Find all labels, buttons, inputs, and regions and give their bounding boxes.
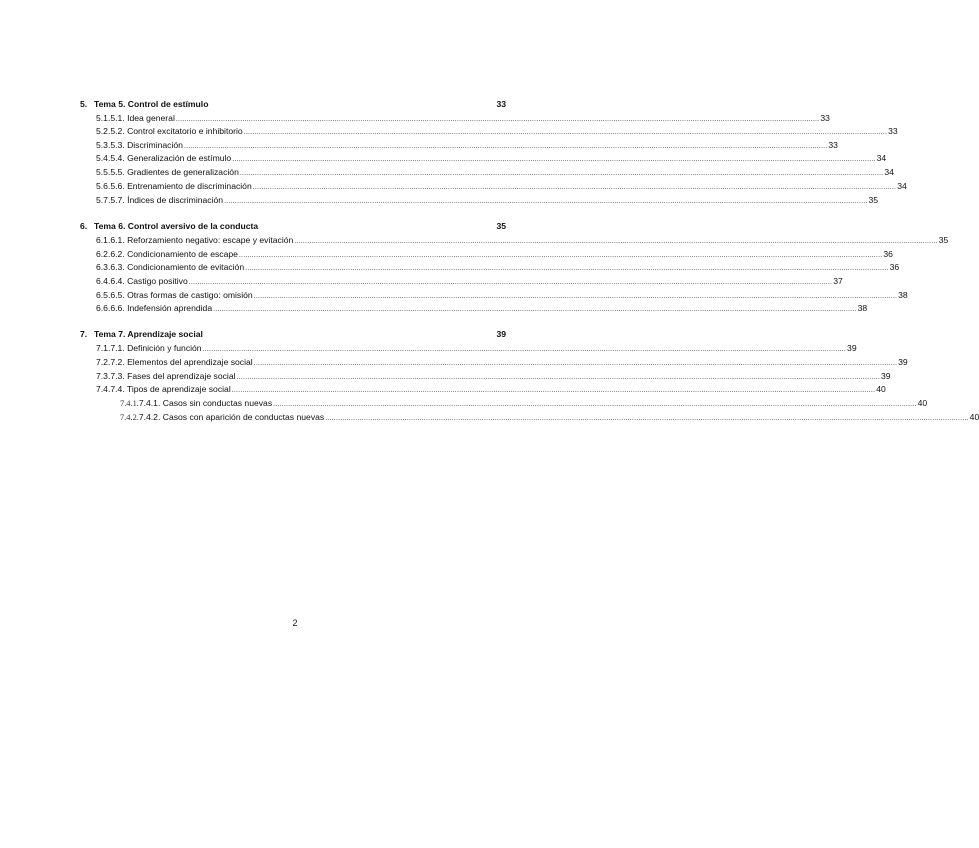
toc-entry-page: 38	[857, 303, 868, 313]
toc-chapter	[80, 99, 506, 110]
toc-chapter-title: Tema 6. Control aversivo de la conducta	[94, 221, 259, 231]
toc-entry-page: 40	[876, 384, 886, 394]
toc-chapter-number: 5.	[80, 99, 88, 109]
toc-entry	[96, 113, 830, 125]
toc-chapter	[80, 329, 506, 340]
toc-leader-dots: ............................................................................................................................................................................................................................................................................................................	[183, 143, 828, 150]
toc-entry-number: 5.4.	[96, 153, 111, 163]
toc-entry-number: 5.5.	[96, 167, 111, 177]
toc-chapter-title: Tema 5. Control de estímulo	[94, 99, 209, 109]
toc-entry-title: 5.7. Índices de discriminación	[110, 195, 224, 205]
toc-subentry-title: 7.4.1. Casos sin conductas nuevas	[138, 398, 273, 408]
toc-entry-title: 5.5. Gradientes de generalización	[110, 167, 239, 177]
toc-entry	[96, 343, 857, 355]
toc-entry-title: 5.2. Control excitatorio e inhibitorio	[110, 126, 243, 136]
toc-entry	[96, 384, 886, 396]
toc-leader-dots: ............................................................................................................................................................................................................................................................................................................	[253, 360, 898, 367]
toc-entry	[96, 303, 868, 315]
toc-entry	[96, 126, 898, 138]
toc-entry-page: 35	[938, 235, 949, 245]
toc-chapter-page: 39	[496, 329, 506, 339]
toc-leader-dots: ............................................................................................................................................................................................................................................................................................................	[202, 346, 847, 353]
toc-entry-page: 39	[898, 357, 908, 367]
page-number: 2	[292, 618, 298, 628]
toc-entry-number: 6.6.	[96, 303, 111, 313]
toc-entry-title: 7.1. Definición y función	[110, 343, 202, 353]
toc-entry-page: 37	[833, 276, 843, 286]
toc-entry-number: 6.1.	[96, 235, 111, 245]
toc-subentry	[120, 398, 928, 410]
toc-chapter-number: 6.	[80, 221, 88, 231]
toc-entry	[96, 167, 894, 179]
toc-entry-title: 5.3. Discriminación	[110, 140, 183, 150]
toc-entry-page: 36	[883, 249, 893, 259]
toc-entry-number: 5.1.	[96, 113, 111, 123]
toc-entry-number: 6.4.	[96, 276, 111, 286]
toc-entry-page: 33	[828, 140, 838, 150]
toc-entry-page: 33	[820, 113, 830, 123]
toc-entry-page: 35	[868, 195, 879, 205]
toc-chapter	[80, 221, 506, 232]
toc-entry-title: 6.1. Reforzamiento negativo: escape y evitación	[110, 235, 294, 245]
toc-entry-title: 6.6. Indefensión aprendida	[110, 303, 213, 313]
toc-entry-number: 5.6.	[96, 181, 111, 191]
toc-entry	[96, 181, 907, 193]
toc-subentry-title: 7.4.2. Casos con aparición de conductas nuevas	[138, 412, 325, 422]
toc-leader-dots: ............................................................................................................................................................................................................................................................................................................	[188, 279, 833, 286]
toc-entry	[96, 195, 879, 207]
toc-entry	[96, 357, 908, 369]
toc-entry-title: 7.4. Tipos de aprendizaje social	[110, 384, 231, 394]
toc-entry-page: 39	[880, 371, 891, 381]
toc-leader-dots: ............................................................................................................................................................................................................................................................................................................	[252, 184, 897, 191]
toc-chapter-title: Tema 7. Aprendizaje social	[94, 329, 203, 339]
toc-leader-dots: ............................................................................................................................................................................................................................................................................................................	[224, 198, 868, 205]
toc-entry-page: 39	[847, 343, 857, 353]
toc-leader-dots: ............................................................................................................................................................................................................................................................................................................	[231, 387, 876, 394]
toc-entry-title: 6.2. Condicionamiento de escape	[110, 249, 238, 259]
toc-entry-number: 7.1.	[96, 343, 111, 353]
toc-entry-title: 6.5. Otras formas de castigo: omisión	[110, 290, 253, 300]
toc-entry-number: 7.2.	[96, 357, 111, 367]
toc-entry	[96, 290, 908, 302]
toc-leader-dots: ............................................................................................................................................................................................................................................................................................................	[294, 238, 938, 245]
toc-entry-page: 34	[876, 153, 887, 163]
toc-leader-dots: ............................................................................................................................................................................................................................................................................................................	[245, 265, 889, 272]
toc-subentry	[120, 412, 979, 424]
toc-entry	[96, 262, 900, 274]
toc-entry-number: 5.3.	[96, 140, 111, 150]
toc-leader-dots: ............................................................................................................................................................................................................................................................................................................	[273, 401, 917, 408]
toc-leader-dots: ............................................................................................................................................................................................................................................................................................................	[253, 293, 898, 300]
toc-entry-title: 6.4. Castigo positivo	[110, 276, 188, 286]
toc-entry-title: 7.3. Fases del aprendizaje social	[110, 371, 236, 381]
toc-entry-title: 5.4. Generalización de estímulo	[110, 153, 232, 163]
toc-subentry-number: 7.4.2.	[120, 413, 139, 422]
toc-entry-title: 6.3. Condicionamiento de evitación	[110, 262, 245, 272]
toc-entry-title: 5.1. Idea general	[110, 113, 175, 123]
toc-entry-number: 6.5.	[96, 290, 111, 300]
toc-subentry-page: 40	[917, 398, 928, 408]
toc-chapter-number: 7.	[80, 329, 88, 339]
toc-leader-dots: ............................................................................................................................................................................................................................................................................................................	[236, 374, 880, 381]
toc-entry-page: 36	[889, 262, 900, 272]
toc-entry	[96, 371, 891, 383]
toc-entry-title: 7.2. Elementos del aprendizaje social	[110, 357, 253, 367]
toc-entry-page: 34	[884, 167, 894, 177]
toc-entry-number: 6.3.	[96, 262, 111, 272]
toc-entry	[96, 249, 893, 261]
toc-leader-dots: ............................................................................................................................................................................................................................................................................................................	[239, 170, 884, 177]
toc-entry	[96, 276, 843, 288]
toc-leader-dots: ............................................................................................................................................................................................................................................................................................................	[238, 252, 883, 259]
toc-leader-dots: ............................................................................................................................................................................................................................................................................................................	[243, 129, 888, 136]
toc-entry	[96, 235, 949, 247]
toc-entry-number: 6.2.	[96, 249, 111, 259]
toc-entry	[96, 140, 838, 152]
toc-chapter-page: 33	[496, 99, 506, 109]
toc-entry-number: 5.7.	[96, 195, 111, 205]
toc-entry-number: 7.4.	[96, 384, 111, 394]
toc-chapter-page: 35	[496, 221, 506, 231]
toc-entry-page: 38	[898, 290, 908, 300]
toc-leader-dots: ............................................................................................................................................................................................................................................................................................................	[232, 156, 876, 163]
toc-leader-dots: ............................................................................................................................................................................................................................................................................................................	[325, 415, 969, 422]
toc-subentry-page: 40	[969, 412, 979, 422]
toc-leader-dots: ............................................................................................................................................................................................................................................................................................................	[213, 306, 857, 313]
toc-entry-number: 7.3.	[96, 371, 111, 381]
toc-entry-page: 34	[897, 181, 907, 191]
toc-entry-number: 5.2.	[96, 126, 111, 136]
toc-leader-dots: ............................................................................................................................................................................................................................................................................................................	[175, 116, 820, 123]
toc-subentry-number: 7.4.1.	[120, 399, 139, 408]
toc-entry	[96, 153, 887, 165]
toc-entry-title: 5.6. Entrenamiento de discriminación	[110, 181, 252, 191]
toc-entry-page: 33	[888, 126, 898, 136]
